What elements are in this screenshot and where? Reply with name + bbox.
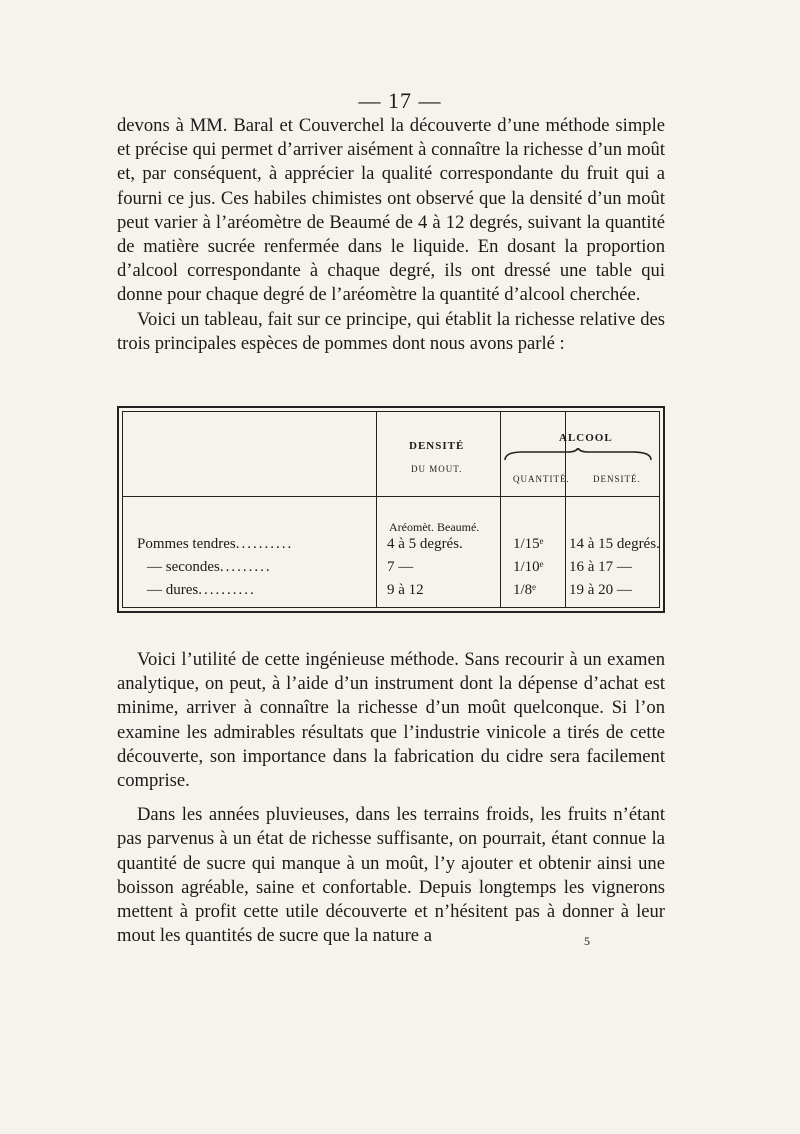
header-alcool: ALCOOL — [559, 432, 613, 444]
row1-alcool-densite: 14 à 15 degrés. — [569, 536, 660, 552]
unit-note: Aréomèt. Beaumé. — [389, 520, 480, 534]
paragraph-1: devons à MM. Baral et Couverchel la découverte d’une méthode simple et précise qui permet d’arriver aisément à connaître la richesse d’un moût et, par conséquent, à apprécier la qualité correspondante du fruit qui a fourni ce jus. Ces habiles chimistes ont observé que la densité d’un moût peut varier à l’aréomètre de Beaumé de 4 à 12 degrés, suivant la quantité de matière sucrée renfermée dans le liquide. En dosant la proportion d’alcool correspondante à chaque degré, ils ont dressé une table qui donne pour chaque degré de l’aréomètre la quantité d’alcool cherchée. — [117, 115, 665, 306]
row2-label — [147, 559, 272, 576]
row1-label — [137, 536, 293, 553]
row1-label-text: Pommes tendres — [137, 536, 236, 552]
row2-densite: 7 — — [387, 559, 414, 575]
row2-alcool-densite: 16 à 17 — — [569, 559, 632, 575]
row3-label — [147, 582, 256, 599]
row2-label-text: — secondes — [147, 559, 220, 575]
row3-alcool-densite: 19 à 20 — — [569, 582, 632, 598]
header-du-mout: DU MOUT. — [411, 464, 463, 474]
row3-quantite: 1/8ᵉ — [513, 582, 537, 598]
table-header-rule — [123, 496, 659, 497]
body-text-top — [117, 114, 665, 356]
row3-densite: 9 à 12 — [387, 582, 424, 598]
body-text-bottom — [117, 648, 665, 948]
table-divider-1 — [376, 412, 377, 607]
header-densite: DENSITÉ — [409, 440, 465, 452]
header-quantite: QUANTITÉ. — [513, 474, 570, 484]
table-divider-2 — [500, 412, 501, 607]
alcool-brace — [503, 448, 653, 462]
apple-richness-table — [117, 406, 665, 613]
paragraph-3: Voici l’utilité de cette ingénieuse méthode. Sans recourir à un examen analytique, on peut, à l’aide d’un instrument dont la dépense d’achat est minime, arriver à connaître la richesse d’un moût quelconque. Si l’on examine les admirables résultats que l’industrie vinicole a tirés de cette découverte, son importance dans la fabrication du cidre sera facilement comprise. — [117, 649, 665, 792]
paragraph-2: Voici un tableau, fait sur ce principe, qui établit la richesse relative des trois principales espèces de pommes dont nous avons parlé : — [117, 308, 665, 354]
table-inner-frame — [122, 411, 660, 608]
row1-quantite: 1/15ᵉ — [513, 536, 544, 552]
page-number: — 17 — — [358, 88, 442, 113]
row3-label-text: — dures — [147, 582, 199, 598]
row1-dots: .......... — [235, 536, 294, 552]
paragraph-4: Dans les années pluvieuses, dans les terrains froids, les fruits n’étant pas parvenus à un état de richesse suffisante, on pourrait, étant connue la quantité de sucre qui manque à un moût, l’y ajouter et obtenir ainsi une boisson agréable, saine et confortable. Depuis longtemps les vignerons mettent à profit cette utile découverte et n’hésitent pas à donner à leur mout les quantités de sucre que la nature a — [117, 804, 665, 947]
header-alcool-densite: DENSITÉ. — [593, 474, 641, 484]
row2-quantite: 1/10ᵉ — [513, 559, 544, 575]
row2-dots: ......... — [219, 559, 272, 575]
row3-dots: .......... — [198, 582, 256, 598]
signature-mark: 5 — [584, 934, 590, 948]
row1-densite: 4 à 5 degrés. — [387, 536, 463, 552]
